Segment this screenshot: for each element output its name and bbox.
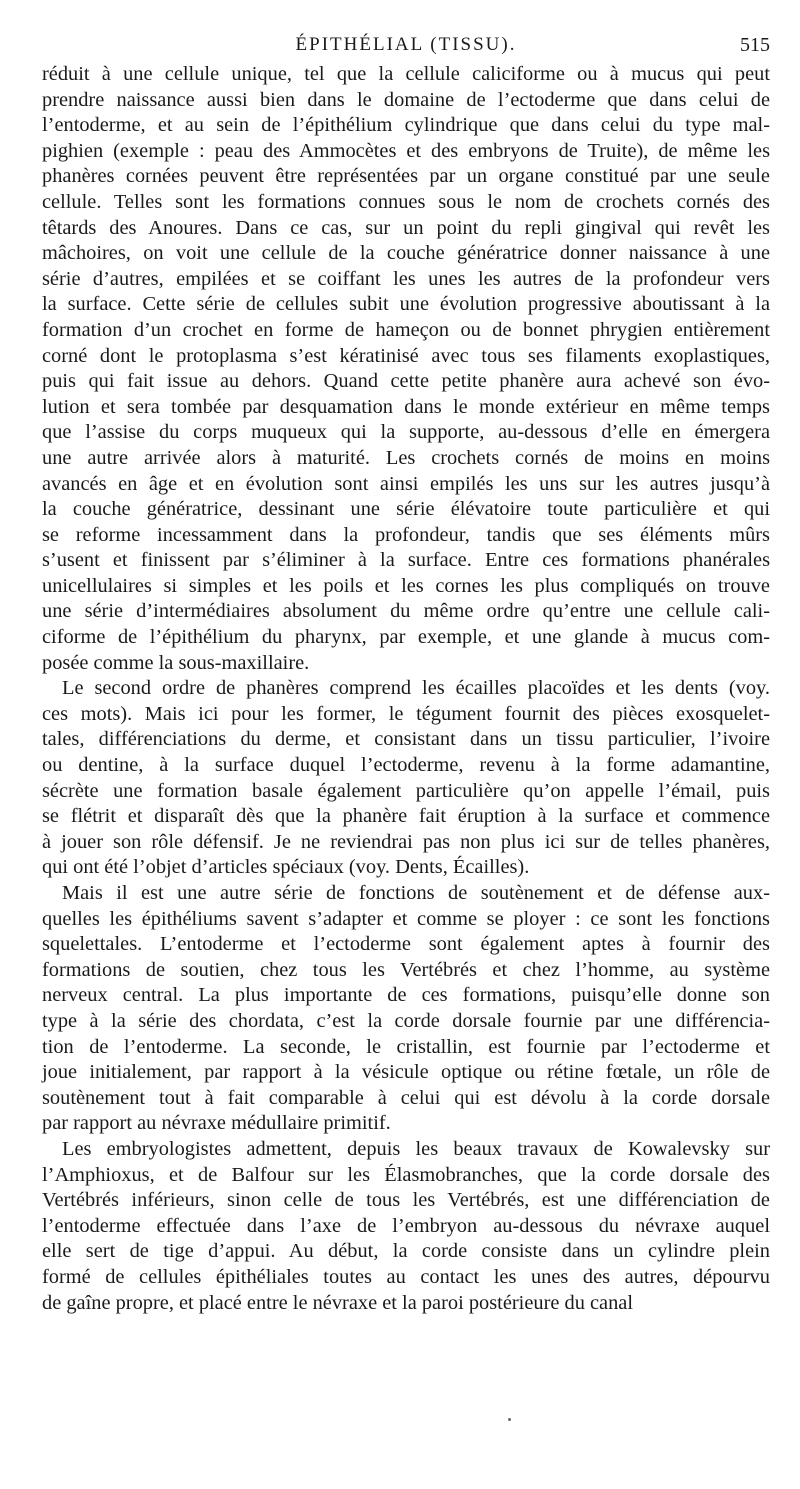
text-line: qui ont été l’objet d’articles spéciaux (voy. Dents, Écailles). — [42, 856, 530, 879]
text-line: avancés en âge et en évolution sont ainsi empilés les uns sur les autres jusqu’à — [42, 472, 770, 495]
text-line: l’entoderme effectuée dans l’axe de l’embryon au-dessous du névraxe auquel — [42, 1214, 770, 1237]
text-line: se reforme incessamment dans la profondeur, tandis que ses éléments mûrs — [42, 523, 770, 546]
text-line: prendre naissance aussi bien dans le domaine de l’ectoderme que dans celui de — [42, 88, 770, 111]
text-line: ces mots). Mais ici pour les former, le tégument fournit des pièces exosquelet- — [42, 702, 770, 725]
text-line: tion de l’entoderme. La seconde, le cristallin, est fournie par l’ectoderme et — [42, 1035, 770, 1058]
text-line: têtards des Anoures. Dans ce cas, sur un point du repli gingival qui revêt les — [42, 216, 770, 239]
text-line: puis qui fait issue au dehors. Quand cette petite phanère aura achevé son évo- — [42, 370, 770, 393]
text-line: tales, différenciations du derme, et consistant dans un tissu particulier, l’ivoire — [42, 728, 770, 751]
text-line: unicellulaires si simples et les poils et les cornes les plus compliqués on trouve — [42, 574, 770, 597]
text-line: réduit à une cellule unique, tel que la cellule caliciforme ou à mucus qui peut — [42, 63, 770, 85]
text-line: la surface. Cette série de cellules subit une évolution progressive aboutissant à la — [42, 293, 770, 316]
text-line: sécrète une formation basale également particulière qu’on appelle l’émail, puis — [42, 779, 770, 802]
text-line: mâchoires, on voit une cellule de la couche génératrice donner naissance à une — [42, 242, 770, 265]
text-line: s’usent et finissent par s’éliminer à la surface. Entre ces formations phanérales — [42, 549, 770, 572]
text-line: phanères cornées peuvent être représentées par un organe constitué par une seule — [42, 165, 770, 188]
text-line: de gaîne propre, et placé entre le névraxe et la paroi postérieure du canal — [42, 1291, 634, 1314]
text-line: joue initialement, par rapport à la vésicule optique ou rétine fœtale, un rôle de — [42, 1061, 770, 1084]
text-line: cellule. Telles sont les formations connues sous le nom de crochets cornés des — [42, 190, 770, 213]
text-line: Le second ordre de phanères comprend les écailles placoïdes et les dents (voy. — [62, 677, 770, 700]
text-line: formé de cellules épithéliales toutes au contact les unes des autres, dépourvu — [42, 1265, 770, 1288]
scan-speck — [508, 1418, 511, 1421]
text-line: pighien (exemple : peau des Ammocètes et des embryons de Truite), de même les — [42, 139, 770, 162]
paragraph — [42, 676, 770, 881]
text-line: se flétrit et disparaît dès que la phanère fait éruption à la surface et commence — [42, 805, 770, 828]
text-line: à jouer son rôle défensif. Je ne reviendrai pas non plus ici sur de telles phanères, — [42, 830, 770, 853]
text-line: une série d’intermédiaires absolument du même ordre qu’entre une cellule cali- — [42, 600, 770, 623]
text-line: formations de soutien, chez tous les Vertébrés et chez l’homme, au système — [42, 958, 770, 981]
text-line: série d’autres, empilées et se coiffant les unes les autres de la profondeur vers — [42, 267, 770, 290]
body-text — [42, 62, 770, 1316]
text-line: par rapport au névraxe médullaire primitif. — [42, 1112, 391, 1135]
text-line: Les embryologistes admettent, depuis les beaux travaux de Kowalevsky sur — [62, 1137, 770, 1160]
text-line: soutènement tout à fait comparable à celui qui est dévolu à la corde dorsale — [42, 1086, 770, 1109]
text-line: type à la série des chordata, c’est la corde dorsale fournie par une différencia- — [42, 1009, 770, 1032]
text-line: l’entoderme, et au sein de l’épithélium cylindrique que dans celui du type mal- — [42, 114, 770, 137]
text-line: que l’assise du corps muqueux qui la supporte, au-dessous d’elle en émergera — [42, 421, 770, 444]
text-line: corné dont le protoplasma s’est kératinisé avec tous ses filaments exoplastiques, — [42, 344, 770, 367]
text-line: une autre arrivée alors à maturité. Les crochets cornés de moins en moins — [42, 446, 770, 469]
paragraph — [42, 62, 770, 676]
text-line: la couche génératrice, dessinant une série élévatoire toute particulière et qui — [42, 498, 770, 521]
text-line: quelles les épithéliums savent s’adapter et comme se ployer : ce sont les fonctions — [42, 907, 770, 930]
text-line: lution et sera tombée par desquamation dans le monde extérieur en même temps — [42, 395, 770, 418]
text-line: elle sert de tige d’appui. Au début, la corde consiste dans un cylindre plein — [42, 1240, 770, 1263]
text-line: ciforme de l’épithélium du pharynx, par exemple, et une glande à mucus com- — [42, 626, 770, 649]
text-line: Mais il est une autre série de fonctions de soutènement et de défense aux- — [62, 882, 770, 904]
text-line: l’Amphioxus, et de Balfour sur les Élasmobranches, que la corde dorsale des — [42, 1163, 770, 1186]
text-line: ou dentine, à la surface duquel l’ectoderme, revenu à la forme adamantine, — [42, 754, 770, 777]
text-line: squelettales. L’entoderme et l’ectoderme sont également aptes à fournir des — [42, 933, 770, 956]
paragraph — [42, 881, 770, 1137]
text-line: posée comme la sous-maxillaire. — [42, 651, 310, 674]
running-title: ÉPITHÉLIAL (TISSU). — [295, 34, 517, 55]
text-line: nerveux central. La plus importante de ces formations, puisqu’elle donne son — [42, 984, 770, 1007]
page-number: 515 — [740, 34, 770, 56]
text-line: Vertébrés inférieurs, sinon celle de tous les Vertébrés, est une différenciation de — [42, 1189, 770, 1212]
text-line: formation d’un crochet en forme de hameçon ou de bonnet phrygien entièrement — [42, 318, 770, 341]
paragraph — [42, 1137, 770, 1316]
running-head — [42, 32, 770, 58]
